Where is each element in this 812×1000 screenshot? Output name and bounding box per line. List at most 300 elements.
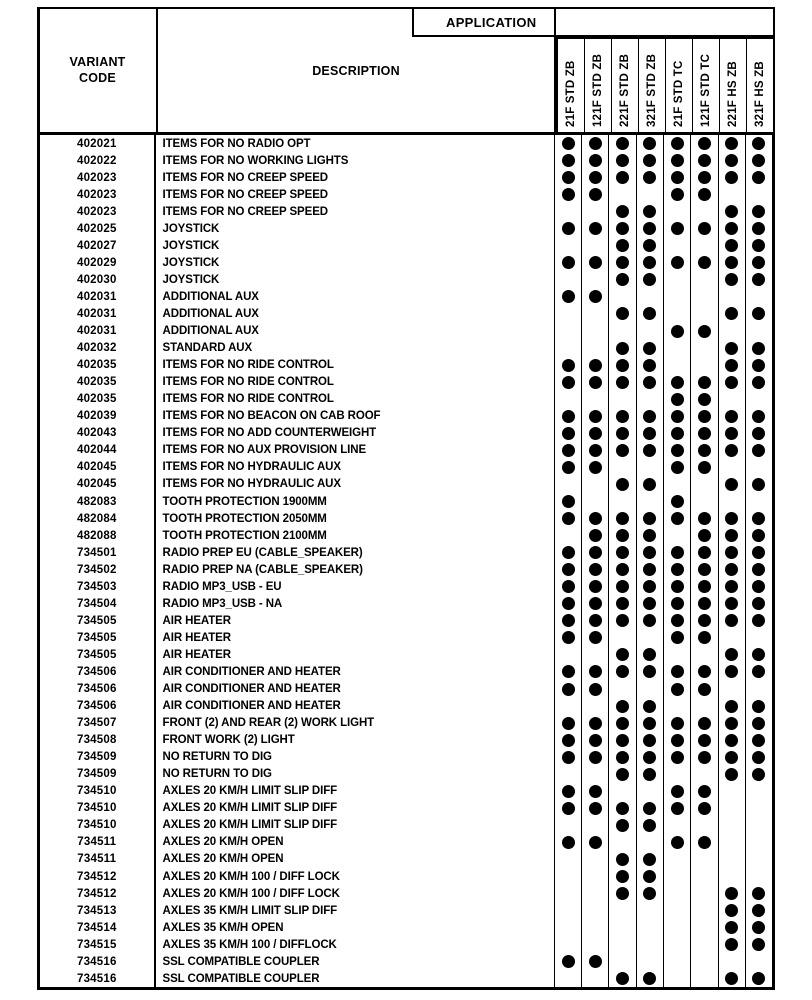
application-mark-cell-6 (691, 374, 718, 391)
applicable-dot-icon (589, 512, 602, 525)
application-mark-cell-4 (637, 834, 664, 851)
application-mark-cell-2 (582, 544, 609, 561)
table-row (40, 357, 772, 374)
applicable-dot-icon (616, 734, 629, 747)
not-applicable-blank (589, 870, 602, 883)
application-mark-cell-7 (719, 493, 746, 510)
applicable-dot-icon (671, 614, 684, 627)
application-mark-cell-6 (691, 442, 718, 459)
application-mark-cell-3 (609, 681, 636, 698)
application-mark-cell-1 (555, 715, 582, 732)
application-mark-cell-7 (719, 936, 746, 953)
application-mark-cell-5 (664, 766, 691, 783)
not-applicable-blank (671, 700, 684, 713)
description-cell: AIR CONDITIONER AND HEATER (162, 683, 341, 696)
applicable-dot-icon (698, 785, 711, 798)
application-mark-cell-5 (664, 459, 691, 476)
variant-code-cell: 734501 (40, 544, 156, 561)
not-applicable-blank (698, 478, 711, 491)
applicable-dot-icon (562, 785, 575, 798)
application-column-header-4 (639, 39, 666, 132)
application-mark-cell-4 (637, 868, 664, 885)
not-applicable-blank (752, 955, 765, 968)
applicable-dot-icon (671, 427, 684, 440)
variant-code-cell: 734507 (40, 715, 156, 732)
not-applicable-blank (671, 887, 684, 900)
application-mark-cell-6 (691, 186, 718, 203)
description-cell: AIR CONDITIONER AND HEATER (162, 665, 341, 678)
application-mark-cell-4 (637, 885, 664, 902)
applicable-dot-icon (725, 546, 738, 559)
application-mark-cell-3 (609, 953, 636, 970)
variant-code-cell: 402027 (40, 237, 156, 254)
table-row (40, 953, 772, 970)
applicable-dot-icon (562, 836, 575, 849)
applicable-dot-icon (616, 972, 629, 985)
description-cell: TOOTH PROTECTION 2100MM (162, 529, 327, 542)
application-mark-cell-7 (719, 868, 746, 885)
applicable-dot-icon (671, 376, 684, 389)
not-applicable-blank (671, 853, 684, 866)
application-mark-cell-1 (555, 220, 582, 237)
applicable-dot-icon (643, 376, 656, 389)
applicable-dot-icon (698, 631, 711, 644)
application-marks-group (554, 271, 772, 288)
not-applicable-blank (671, 205, 684, 218)
application-mark-cell-5 (664, 340, 691, 357)
applicable-dot-icon (725, 580, 738, 593)
not-applicable-blank (643, 325, 656, 338)
application-mark-cell-7 (719, 817, 746, 834)
application-mark-cell-2 (582, 391, 609, 408)
application-marks-group (554, 493, 772, 510)
not-applicable-blank (698, 853, 711, 866)
not-applicable-blank (671, 239, 684, 252)
application-mark-cell-8 (746, 271, 772, 288)
application-mark-cell-7 (719, 885, 746, 902)
application-mark-cell-5 (664, 681, 691, 698)
applicable-dot-icon (589, 444, 602, 457)
not-applicable-blank (752, 188, 765, 201)
applicable-dot-icon (616, 478, 629, 491)
applicable-dot-icon (725, 665, 738, 678)
application-mark-cell-4 (637, 152, 664, 169)
applicable-dot-icon (562, 444, 575, 457)
application-mark-cell-8 (746, 681, 772, 698)
applicable-dot-icon (616, 410, 629, 423)
application-mark-cell-6 (691, 510, 718, 527)
applicable-dot-icon (752, 239, 765, 252)
variant-code-cell: 734503 (40, 578, 156, 595)
applicable-dot-icon (725, 938, 738, 951)
not-applicable-blank (752, 683, 765, 696)
table-row (40, 493, 772, 510)
application-mark-cell-3 (609, 305, 636, 322)
application-mark-cell-7 (719, 646, 746, 663)
applicable-dot-icon (698, 580, 711, 593)
application-mark-cell-4 (637, 681, 664, 698)
description-cell: ITEMS FOR NO ADD COUNTERWEIGHT (162, 427, 377, 440)
application-mark-cell-7 (719, 970, 746, 987)
application-mark-cell-8 (746, 544, 772, 561)
applicable-dot-icon (589, 376, 602, 389)
applicable-dot-icon (616, 768, 629, 781)
application-mark-cell-5 (664, 663, 691, 680)
applicable-dot-icon (698, 614, 711, 627)
application-mark-cell-2 (582, 783, 609, 800)
application-mark-cell-8 (746, 305, 772, 322)
description-cell: STANDARD AUX (162, 342, 253, 355)
not-applicable-blank (725, 785, 738, 798)
variant-code-cell: 734505 (40, 646, 156, 663)
not-applicable-blank (589, 921, 602, 934)
variant-code-cell: 734511 (40, 851, 156, 868)
application-mark-cell-1 (555, 732, 582, 749)
applicable-dot-icon (752, 171, 765, 184)
application-mark-cell-8 (746, 646, 772, 663)
applicable-dot-icon (562, 563, 575, 576)
description-cell: AIR CONDITIONER AND HEATER (162, 700, 341, 713)
not-applicable-blank (725, 870, 738, 883)
applicable-dot-icon (643, 802, 656, 815)
application-marks-group (554, 612, 772, 629)
variant-code-cell: 734514 (40, 919, 156, 936)
application-mark-cell-5 (664, 834, 691, 851)
applicable-dot-icon (752, 410, 765, 423)
not-applicable-blank (671, 342, 684, 355)
application-mark-cell-1 (555, 408, 582, 425)
application-mark-cell-3 (609, 510, 636, 527)
application-mark-cell-4 (637, 629, 664, 646)
application-marks-group (554, 902, 772, 919)
applicable-dot-icon (562, 222, 575, 235)
application-mark-cell-6 (691, 970, 718, 987)
applicable-dot-icon (725, 614, 738, 627)
applicable-dot-icon (725, 154, 738, 167)
applicable-dot-icon (643, 700, 656, 713)
application-mark-cell-1 (555, 237, 582, 254)
applicable-dot-icon (725, 273, 738, 286)
not-applicable-blank (752, 495, 765, 508)
application-mark-cell-2 (582, 442, 609, 459)
application-mark-cell-2 (582, 681, 609, 698)
application-mark-cell-4 (637, 561, 664, 578)
applicable-dot-icon (589, 290, 602, 303)
variant-code-cell: 402031 (40, 288, 156, 305)
application-mark-cell-6 (691, 868, 718, 885)
table-row (40, 425, 772, 442)
application-mark-cell-5 (664, 749, 691, 766)
application-mark-cell-2 (582, 493, 609, 510)
application-mark-cell-2 (582, 135, 609, 152)
application-mark-cell-7 (719, 152, 746, 169)
variant-code-cell: 402023 (40, 169, 156, 186)
application-mark-cell-3 (609, 186, 636, 203)
not-applicable-blank (725, 461, 738, 474)
application-mark-cell-1 (555, 425, 582, 442)
application-mark-cell-5 (664, 374, 691, 391)
application-marks-group (554, 237, 772, 254)
application-mark-cell-3 (609, 663, 636, 680)
application-mark-cell-1 (555, 340, 582, 357)
table-row (40, 476, 772, 493)
application-mark-cell-2 (582, 288, 609, 305)
applicable-dot-icon (562, 290, 575, 303)
not-applicable-blank (671, 955, 684, 968)
not-applicable-blank (616, 325, 629, 338)
table-row (40, 544, 772, 561)
application-mark-cell-7 (719, 527, 746, 544)
applicable-dot-icon (671, 546, 684, 559)
applicable-dot-icon (562, 495, 575, 508)
variant-code-cell: 734515 (40, 936, 156, 953)
application-mark-cell-2 (582, 612, 609, 629)
application-mark-cell-2 (582, 919, 609, 936)
application-mark-cell-4 (637, 288, 664, 305)
table-row (40, 271, 772, 288)
applicable-dot-icon (616, 137, 629, 150)
application-mark-cell-1 (555, 271, 582, 288)
not-applicable-blank (643, 921, 656, 934)
not-applicable-blank (698, 938, 711, 951)
application-mark-cell-3 (609, 612, 636, 629)
applicable-dot-icon (643, 154, 656, 167)
not-applicable-blank (589, 768, 602, 781)
table-row (40, 169, 772, 186)
not-applicable-blank (589, 648, 602, 661)
application-mark-cell-7 (719, 902, 746, 919)
not-applicable-blank (698, 870, 711, 883)
applicable-dot-icon (643, 887, 656, 900)
variant-code-cell: 482084 (40, 510, 156, 527)
applicable-dot-icon (752, 614, 765, 627)
application-mark-cell-5 (664, 476, 691, 493)
applicable-dot-icon (752, 512, 765, 525)
not-applicable-blank (698, 359, 711, 372)
application-mark-cell-8 (746, 612, 772, 629)
description-cell: ITEMS FOR NO HYDRAULIC AUX (162, 478, 341, 491)
applicable-dot-icon (671, 785, 684, 798)
description-cell: TOOTH PROTECTION 2050MM (162, 512, 327, 525)
applicable-dot-icon (671, 444, 684, 457)
application-mark-cell-1 (555, 374, 582, 391)
applicable-dot-icon (643, 648, 656, 661)
application-mark-cell-1 (555, 203, 582, 220)
application-mark-cell-5 (664, 544, 691, 561)
application-mark-cell-8 (746, 595, 772, 612)
application-mark-cell-7 (719, 340, 746, 357)
applicable-dot-icon (643, 717, 656, 730)
application-marks-group (554, 851, 772, 868)
table-row (40, 715, 772, 732)
not-applicable-blank (725, 393, 738, 406)
variant-code-cell: 402022 (40, 152, 156, 169)
application-mark-cell-3 (609, 919, 636, 936)
table-row (40, 936, 772, 953)
not-applicable-blank (589, 342, 602, 355)
application-mark-cell-4 (637, 271, 664, 288)
applicable-dot-icon (643, 870, 656, 883)
not-applicable-blank (589, 495, 602, 508)
application-mark-cell-7 (719, 442, 746, 459)
application-mark-cell-1 (555, 749, 582, 766)
applicable-dot-icon (698, 717, 711, 730)
application-mark-cell-6 (691, 663, 718, 680)
application-mark-cell-8 (746, 510, 772, 527)
table-row (40, 527, 772, 544)
applicable-dot-icon (752, 427, 765, 440)
applicable-dot-icon (698, 734, 711, 747)
application-marks-group (554, 425, 772, 442)
application-mark-cell-3 (609, 169, 636, 186)
application-mark-cell-1 (555, 391, 582, 408)
application-column-header-label: 221F STD ZB (619, 53, 631, 127)
applicable-dot-icon (752, 222, 765, 235)
application-mark-cell-2 (582, 578, 609, 595)
table-row (40, 510, 772, 527)
applicable-dot-icon (671, 256, 684, 269)
application-column-header-2 (585, 39, 612, 132)
not-applicable-blank (562, 870, 575, 883)
application-mark-cell-8 (746, 970, 772, 987)
applicable-dot-icon (589, 427, 602, 440)
applicable-dot-icon (725, 921, 738, 934)
table-row (40, 305, 772, 322)
applicable-dot-icon (752, 648, 765, 661)
variant-code-cell: 402035 (40, 391, 156, 408)
not-applicable-blank (589, 819, 602, 832)
applicable-dot-icon (643, 342, 656, 355)
not-applicable-blank (562, 972, 575, 985)
not-applicable-blank (589, 205, 602, 218)
application-mark-cell-6 (691, 681, 718, 698)
table-row (40, 868, 772, 885)
description-cell: FRONT WORK (2) LIGHT (162, 734, 295, 747)
not-applicable-blank (616, 785, 629, 798)
application-mark-cell-6 (691, 323, 718, 340)
variant-code-cell: 734505 (40, 629, 156, 646)
applicable-dot-icon (752, 359, 765, 372)
application-mark-cell-7 (719, 851, 746, 868)
description-cell: AXLES 20 KM/H LIMIT SLIP DIFF (162, 785, 338, 798)
applicable-dot-icon (589, 410, 602, 423)
not-applicable-blank (589, 700, 602, 713)
application-mark-cell-8 (746, 391, 772, 408)
applicable-dot-icon (616, 717, 629, 730)
applicable-dot-icon (643, 273, 656, 286)
application-mark-cell-6 (691, 953, 718, 970)
application-mark-cell-7 (719, 698, 746, 715)
application-mark-cell-2 (582, 646, 609, 663)
applicable-dot-icon (725, 768, 738, 781)
variant-code-cell: 402030 (40, 271, 156, 288)
application-mark-cell-1 (555, 834, 582, 851)
applicable-dot-icon (725, 648, 738, 661)
applicable-dot-icon (562, 512, 575, 525)
variant-code-header-line1: VARIANT (69, 54, 126, 69)
application-mark-cell-7 (719, 800, 746, 817)
table-row (40, 970, 772, 987)
applicable-dot-icon (671, 325, 684, 338)
application-mark-cell-1 (555, 936, 582, 953)
application-mark-cell-7 (719, 288, 746, 305)
description-cell: ITEMS FOR NO CREEP SPEED (162, 205, 328, 218)
application-mark-cell-5 (664, 493, 691, 510)
application-mark-cell-4 (637, 766, 664, 783)
applicable-dot-icon (616, 342, 629, 355)
applicable-dot-icon (752, 887, 765, 900)
application-column-header-label: 21F STD TC (673, 60, 685, 127)
table-row (40, 288, 772, 305)
applicable-dot-icon (616, 580, 629, 593)
application-mark-cell-8 (746, 220, 772, 237)
application-mark-cell-2 (582, 936, 609, 953)
description-cell: ADDITIONAL AUX (162, 307, 259, 320)
application-mark-cell-5 (664, 135, 691, 152)
variant-code-cell: 402029 (40, 254, 156, 271)
application-mark-cell-8 (746, 323, 772, 340)
description-cell: AXLES 20 KM/H LIMIT SLIP DIFF (162, 819, 338, 832)
application-mark-cell-4 (637, 544, 664, 561)
application-mark-cell-3 (609, 425, 636, 442)
applicable-dot-icon (643, 529, 656, 542)
application-mark-cell-4 (637, 357, 664, 374)
applicable-dot-icon (671, 836, 684, 849)
application-mark-cell-8 (746, 868, 772, 885)
application-mark-cell-5 (664, 902, 691, 919)
application-mark-cell-3 (609, 783, 636, 800)
application-mark-cell-4 (637, 936, 664, 953)
applicable-dot-icon (616, 700, 629, 713)
applicable-dot-icon (562, 188, 575, 201)
application-column-header-5 (666, 39, 693, 132)
applicable-dot-icon (725, 427, 738, 440)
application-marks-group (554, 953, 772, 970)
application-mark-cell-1 (555, 698, 582, 715)
applicable-dot-icon (698, 512, 711, 525)
table-row (40, 732, 772, 749)
not-applicable-blank (671, 359, 684, 372)
application-mark-cell-1 (555, 800, 582, 817)
applicable-dot-icon (562, 580, 575, 593)
application-mark-cell-3 (609, 476, 636, 493)
application-mark-cell-4 (637, 220, 664, 237)
application-mark-cell-1 (555, 476, 582, 493)
application-mark-cell-6 (691, 578, 718, 595)
applicable-dot-icon (562, 359, 575, 372)
applicable-dot-icon (725, 717, 738, 730)
application-mark-cell-2 (582, 715, 609, 732)
applicable-dot-icon (671, 665, 684, 678)
not-applicable-blank (562, 887, 575, 900)
application-mark-cell-8 (746, 357, 772, 374)
description-cell: AIR HEATER (162, 648, 231, 661)
application-mark-cell-7 (719, 203, 746, 220)
application-mark-cell-8 (746, 783, 772, 800)
applicable-dot-icon (589, 546, 602, 559)
application-mark-cell-3 (609, 698, 636, 715)
application-mark-cell-3 (609, 340, 636, 357)
table-row (40, 663, 772, 680)
table-row (40, 698, 772, 715)
application-mark-cell-7 (719, 510, 746, 527)
applicable-dot-icon (698, 154, 711, 167)
applicable-dot-icon (725, 205, 738, 218)
applicable-dot-icon (643, 768, 656, 781)
applicable-dot-icon (616, 256, 629, 269)
applicable-dot-icon (725, 342, 738, 355)
not-applicable-blank (671, 768, 684, 781)
